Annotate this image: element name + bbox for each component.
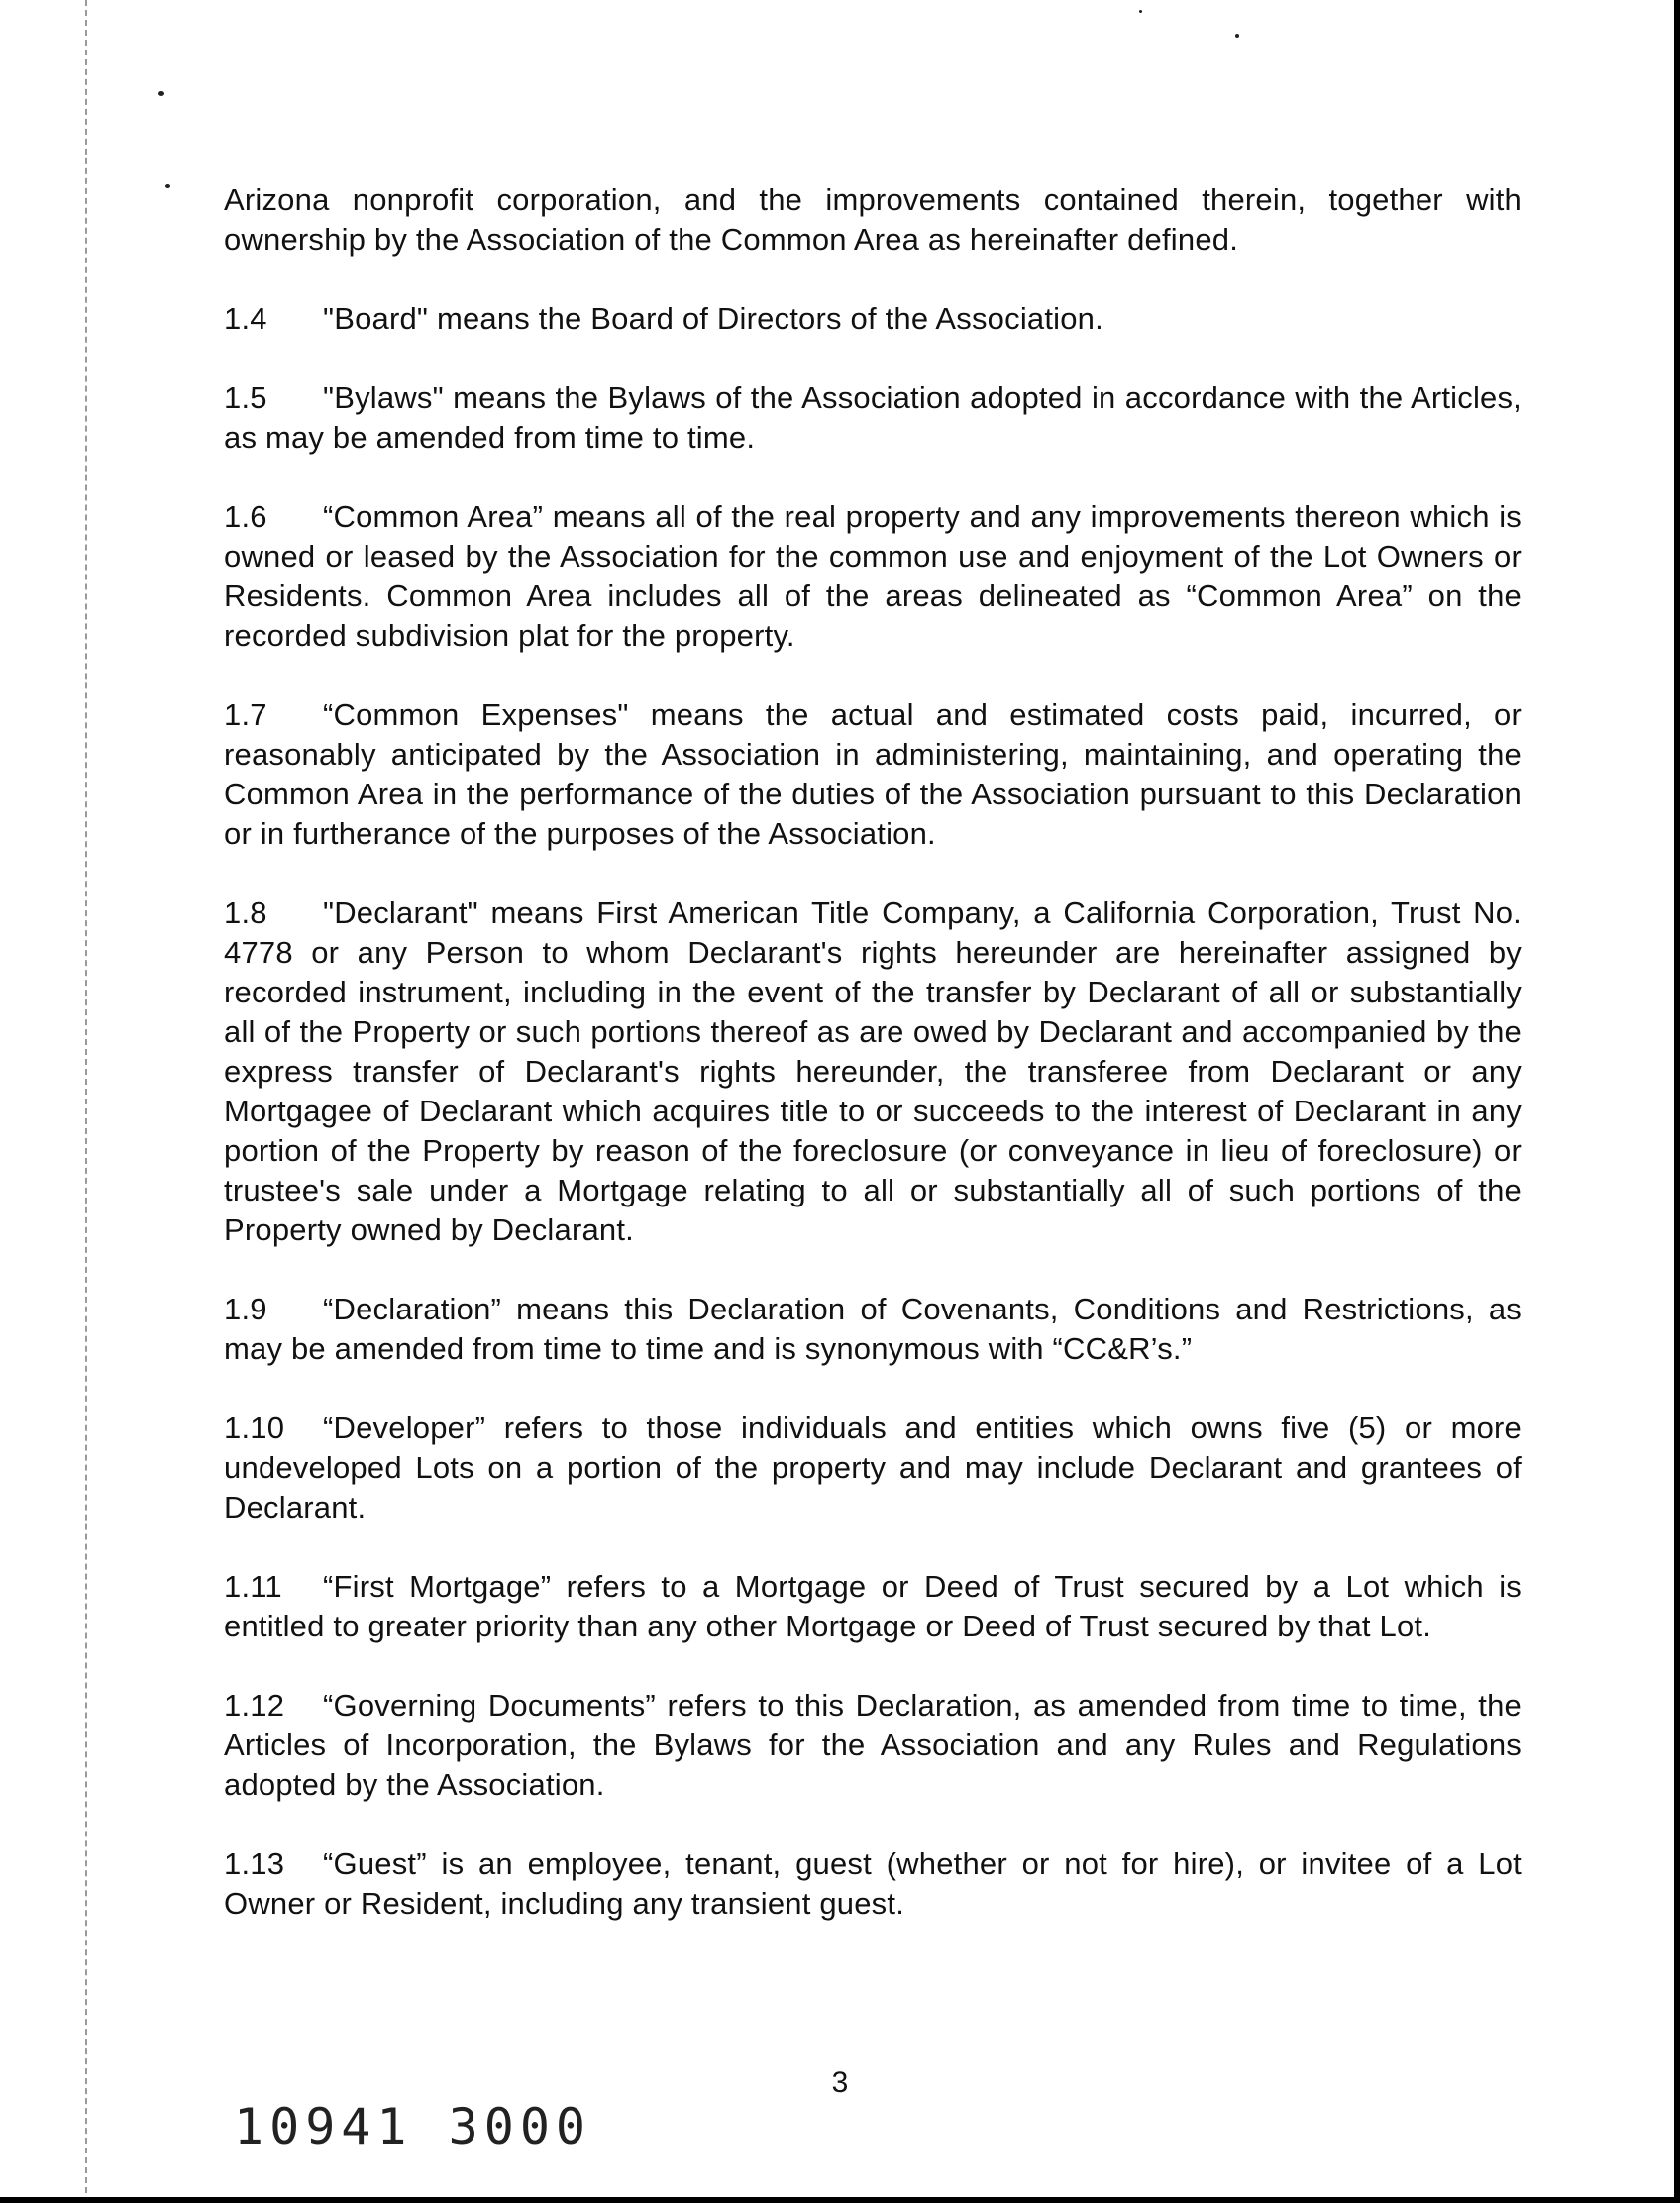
scan-speck xyxy=(158,91,164,96)
intro-paragraph: Arizona nonprofit corporation, and the improvements contained therein, together with ownership by the Association of the Common Area as hereinafter defined. xyxy=(224,182,1522,257)
section-text: “First Mortgage” refers to a Mortgage or Deed of Trust secured by a Lot which is entitled to greater priority than any other Mortgage or Deed of Trust secured by that Lot. xyxy=(224,1569,1522,1643)
section-number: 1.8 xyxy=(224,895,267,930)
document-body xyxy=(224,180,1522,1963)
definition-1-8 xyxy=(224,893,1522,1250)
section-text: "Declarant" means First American Title Company, a California Corporation, Trust No. 4778 or any Person to whom Declarant's rights hereunder are hereinafter assigned by recorded instrument, including in the event of the transfer by Declarant of all or substantially all of the Property or such portions thereof as are owed by Declarant and accompanied by the express transfer of Declarant's rights hereunder, the transferee from Declarant or any Mortgagee of Declarant which acquires title to or succeeds to the interest of Declarant in any portion of the Property by reason of the foreclosure (or conveyance in lieu of foreclosure) or trustee's sale under a Mortgage relating to all or substantially all of such portions of the Property owned by Declarant. xyxy=(224,895,1522,1247)
section-number: 1.9 xyxy=(224,1292,267,1326)
section-number: 1.6 xyxy=(224,499,267,534)
section-text: “Guest” is an employee, tenant, guest (whether or not for hire), or invitee of a Lot Owner or Resident, including any transient guest. xyxy=(224,1846,1522,1921)
definition-1-9 xyxy=(224,1290,1522,1369)
definition-1-12 xyxy=(224,1686,1522,1805)
definition-1-7 xyxy=(224,695,1522,854)
section-text: “Developer” refers to those individuals and entities which owns five (5) or more undeveloped Lots on a portion of the property and may include Declarant and grantees of Declarant. xyxy=(224,1411,1522,1524)
definition-1-13 xyxy=(224,1844,1522,1924)
section-number: 1.13 xyxy=(224,1846,285,1881)
section-number: 1.5 xyxy=(224,380,267,415)
document-id-stamp: 10941 3000 xyxy=(234,2098,592,2155)
section-number: 1.7 xyxy=(224,697,267,732)
section-number: 1.11 xyxy=(224,1569,282,1604)
scan-edge-marks xyxy=(85,0,87,2203)
section-text: "Bylaws" means the Bylaws of the Association adopted in accordance with the Articles, as may be amended from time to time. xyxy=(224,380,1522,455)
definition-1-11 xyxy=(224,1567,1522,1646)
scan-speck xyxy=(165,184,170,188)
page-number: 3 xyxy=(831,2066,849,2099)
definition-1-4 xyxy=(224,299,1522,339)
definition-1-10 xyxy=(224,1409,1522,1527)
scan-speck xyxy=(1235,34,1239,38)
section-number: 1.4 xyxy=(224,301,267,336)
section-number: 1.10 xyxy=(224,1411,285,1445)
section-text: “Common Expenses" means the actual and estimated costs paid, incurred, or reasonably anticipated by the Association in administering, maintaining, and operating the Common Area in the performance of the duties of the Association pursuant to this Declaration or in furtherance of the purposes of the Association. xyxy=(224,697,1522,851)
section-text: “Declaration” means this Declaration of Covenants, Conditions and Restrictions, as may be amended from time to time and is synonymous with “CC&R’s.” xyxy=(224,1292,1522,1366)
section-text: "Board" means the Board of Directors of the Association. xyxy=(323,301,1103,336)
section-number: 1.12 xyxy=(224,1688,285,1723)
scan-speck xyxy=(1139,10,1142,13)
definition-1-6 xyxy=(224,497,1522,656)
section-text: “Governing Documents” refers to this Declaration, as amended from time to time, the Articles of Incorporation, the Bylaws for the Association and any Rules and Regulations adopted by the Association. xyxy=(224,1688,1522,1802)
scan-border-bottom xyxy=(0,2197,1680,2203)
definition-1-5 xyxy=(224,378,1522,458)
section-text: “Common Area” means all of the real property and any improvements thereon which is owned or leased by the Association for the common use and enjoyment of the Lot Owners or Residents. Common Area includes all of the areas delineated as “Common Area” on the recorded subdivision plat for the property. xyxy=(224,499,1522,653)
scan-border-right xyxy=(1674,0,1680,2203)
